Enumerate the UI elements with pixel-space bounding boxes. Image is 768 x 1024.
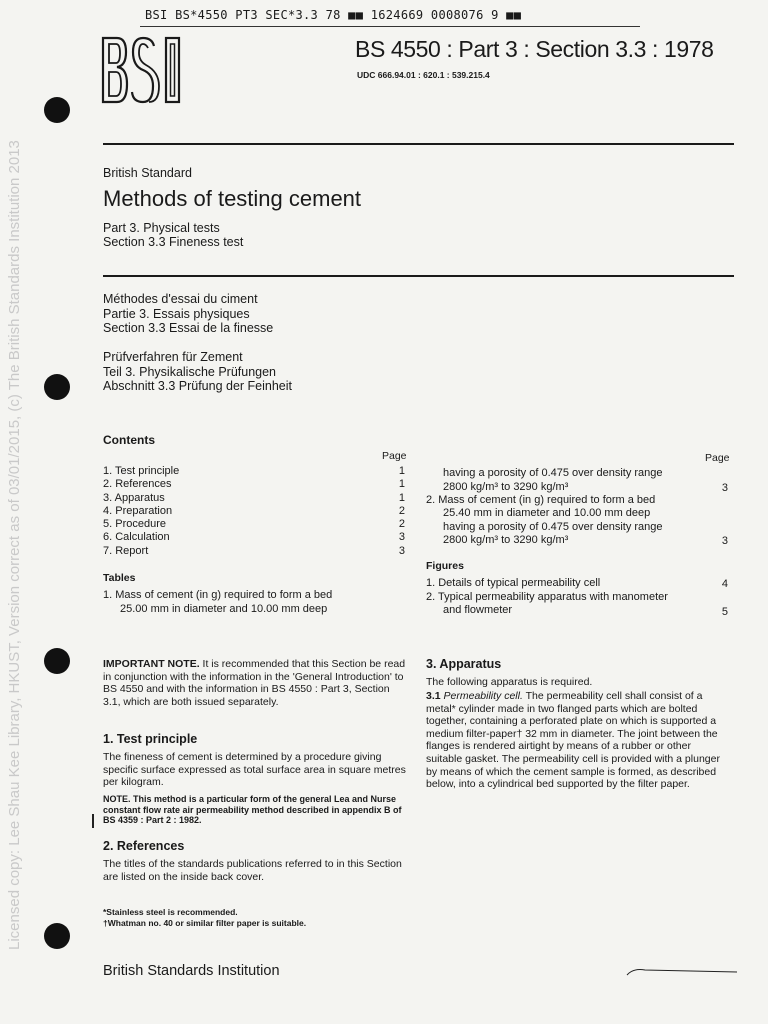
german-titles	[103, 350, 292, 394]
table1-line-2: 25.00 mm in diameter and 10.00 mm deep	[120, 603, 328, 615]
section-line: Section 3.3 Fineness test	[103, 235, 244, 249]
punch-hole-3	[44, 648, 70, 674]
figures-heading: Figures	[426, 560, 464, 572]
footnotes	[103, 907, 413, 928]
figure1-page: 4	[721, 578, 728, 590]
toc-item-3: 3. Apparatus	[103, 492, 165, 504]
publisher-scribble	[625, 966, 740, 980]
section-1-note: NOTE. This method is a particular form of the general Lea and Nurse constant flow rate air permeability method described in appendix B of BS 4359 : Part 2 : 1982.	[103, 794, 402, 826]
revision-bar	[92, 814, 94, 828]
section-1-text: The fineness of cement is determined by a procedure giving specific surface expressed as total surface area in square metres per kilogram.	[103, 751, 406, 789]
table2-line-2: 25.40 mm in diameter and 10.00 mm deep	[443, 507, 651, 519]
top-rule	[103, 143, 734, 145]
german-line-2: Teil 3. Physikalische Prüfungen	[103, 364, 277, 379]
tables-heading: Tables	[103, 572, 136, 584]
contents-page-label-left: Page	[382, 450, 407, 462]
table1-page: 3	[721, 482, 728, 494]
toc-page-4: 2	[398, 505, 405, 517]
toc-page-6: 3	[398, 531, 405, 543]
french-line-2: Partie 3. Essais physiques	[103, 306, 250, 321]
toc-item-6: 6. Calculation	[103, 531, 170, 543]
section-3-intro: The following apparatus is required.	[426, 676, 593, 688]
section-2-text: The titles of the standards publications referred to in this Section are listed on the inside back cover.	[103, 858, 402, 883]
toc-item-1: 1. Test principle	[103, 465, 180, 477]
important-note	[103, 658, 409, 708]
publisher: British Standards Institution	[103, 963, 280, 979]
toc-item-4: 4. Preparation	[103, 505, 173, 517]
footnote-2: †Whatman no. 40 or similar filter paper is suitable.	[103, 917, 307, 928]
table2-line-1: 2. Mass of cement (in g) required to form a bed	[426, 494, 656, 506]
section-2-heading: 2. References	[103, 839, 185, 853]
toc-item-5: 5. Procedure	[103, 518, 166, 530]
figure2-line-2: and flowmeter	[443, 604, 513, 616]
french-titles	[103, 292, 273, 336]
section-3-1-text	[426, 690, 730, 791]
punch-hole-2	[44, 374, 70, 400]
important-note-text: It is recommended that this Section be read in conjunction with the information in the 'General Introduction' to BS 4550 and with the information in BS 4550 : Part 3, Section 3.1, which are both issued separately.	[103, 658, 406, 708]
license-watermark: Licensed copy: Lee Shau Kee Library, HKUST, Version correct as of 03/01/2015, (c) The British Standards Institution 2013	[6, 140, 23, 950]
toc-page-5: 2	[398, 518, 405, 530]
contents-page-label-right: Page	[705, 452, 730, 464]
figure1-label: 1. Details of typical permeability cell	[426, 577, 601, 589]
table1-cont-line-2: 2800 kg/m³ to 3290 kg/m³	[443, 481, 569, 493]
clause-number: 3.1	[426, 690, 441, 702]
document-title: Methods of testing cement	[103, 186, 362, 211]
section-1-heading: 1. Test principle	[103, 732, 198, 746]
bsi-logo	[100, 36, 182, 104]
toc-item-7: 7. Report	[103, 545, 149, 557]
header-code: BSI BS*4550 PT3 SEC*3.3 78 ■■ 1624669 0008076 9 ■■	[145, 8, 522, 22]
clause-text: The permeability cell shall consist of a metal* cylinder made in two flanged parts which are bolted together, containing a perforated plate on which is supported a medium filter-paper† 32 mm in diameter. The joint between the flanges is rendered airtight by means of a rubber or other suitable gasket. The permeability cell is provided with a plunger by means of which the cement sample is formed, as described below, into a cylindrical bed supported by the filter paper.	[426, 690, 720, 791]
bsi-logo-graphic	[100, 36, 182, 104]
toc-page-7: 3	[398, 545, 405, 557]
punch-hole-1	[44, 97, 70, 123]
middle-rule	[103, 275, 734, 277]
german-line-1: Prüfverfahren für Zement	[103, 350, 243, 364]
standard-label: British Standard	[103, 166, 192, 180]
section-3-heading: 3. Apparatus	[426, 657, 502, 671]
table2-line-4: 2800 kg/m³ to 3290 kg/m³	[443, 534, 569, 546]
important-note-label: IMPORTANT NOTE.	[103, 658, 200, 670]
french-line-3: Section 3.3 Essai de la finesse	[103, 321, 274, 335]
table1-cont-line-1: having a porosity of 0.475 over density range	[443, 467, 663, 479]
toc-page-2: 1	[398, 478, 405, 490]
table1-line-1: 1. Mass of cement (in g) required to form a bed	[103, 589, 333, 601]
standard-number: BS 4550 : Part 3 : Section 3.3 : 1978	[355, 36, 714, 62]
toc-page-3: 1	[398, 492, 405, 504]
french-line-1: Méthodes d'essai du ciment	[103, 292, 258, 306]
table2-line-3: having a porosity of 0.475 over density range	[443, 521, 663, 533]
clause-title: Permeability cell.	[443, 690, 523, 702]
figure2-page: 5	[721, 606, 728, 618]
header-underline	[140, 26, 640, 27]
toc-item-2: 2. References	[103, 478, 172, 490]
table2-page: 3	[721, 535, 728, 547]
figure2-line-1: 2. Typical permeability apparatus with manometer	[426, 591, 668, 603]
punch-hole-4	[44, 923, 70, 949]
german-line-3: Abschnitt 3.3 Prüfung der Feinheit	[103, 379, 293, 393]
udc-code: UDC 666.94.01 : 620.1 : 539.215.4	[357, 70, 490, 80]
toc-page-1: 1	[398, 465, 405, 477]
contents-heading: Contents	[103, 433, 155, 447]
part-line: Part 3. Physical tests	[103, 221, 220, 235]
footnote-1: *Stainless steel is recommended.	[103, 907, 238, 917]
